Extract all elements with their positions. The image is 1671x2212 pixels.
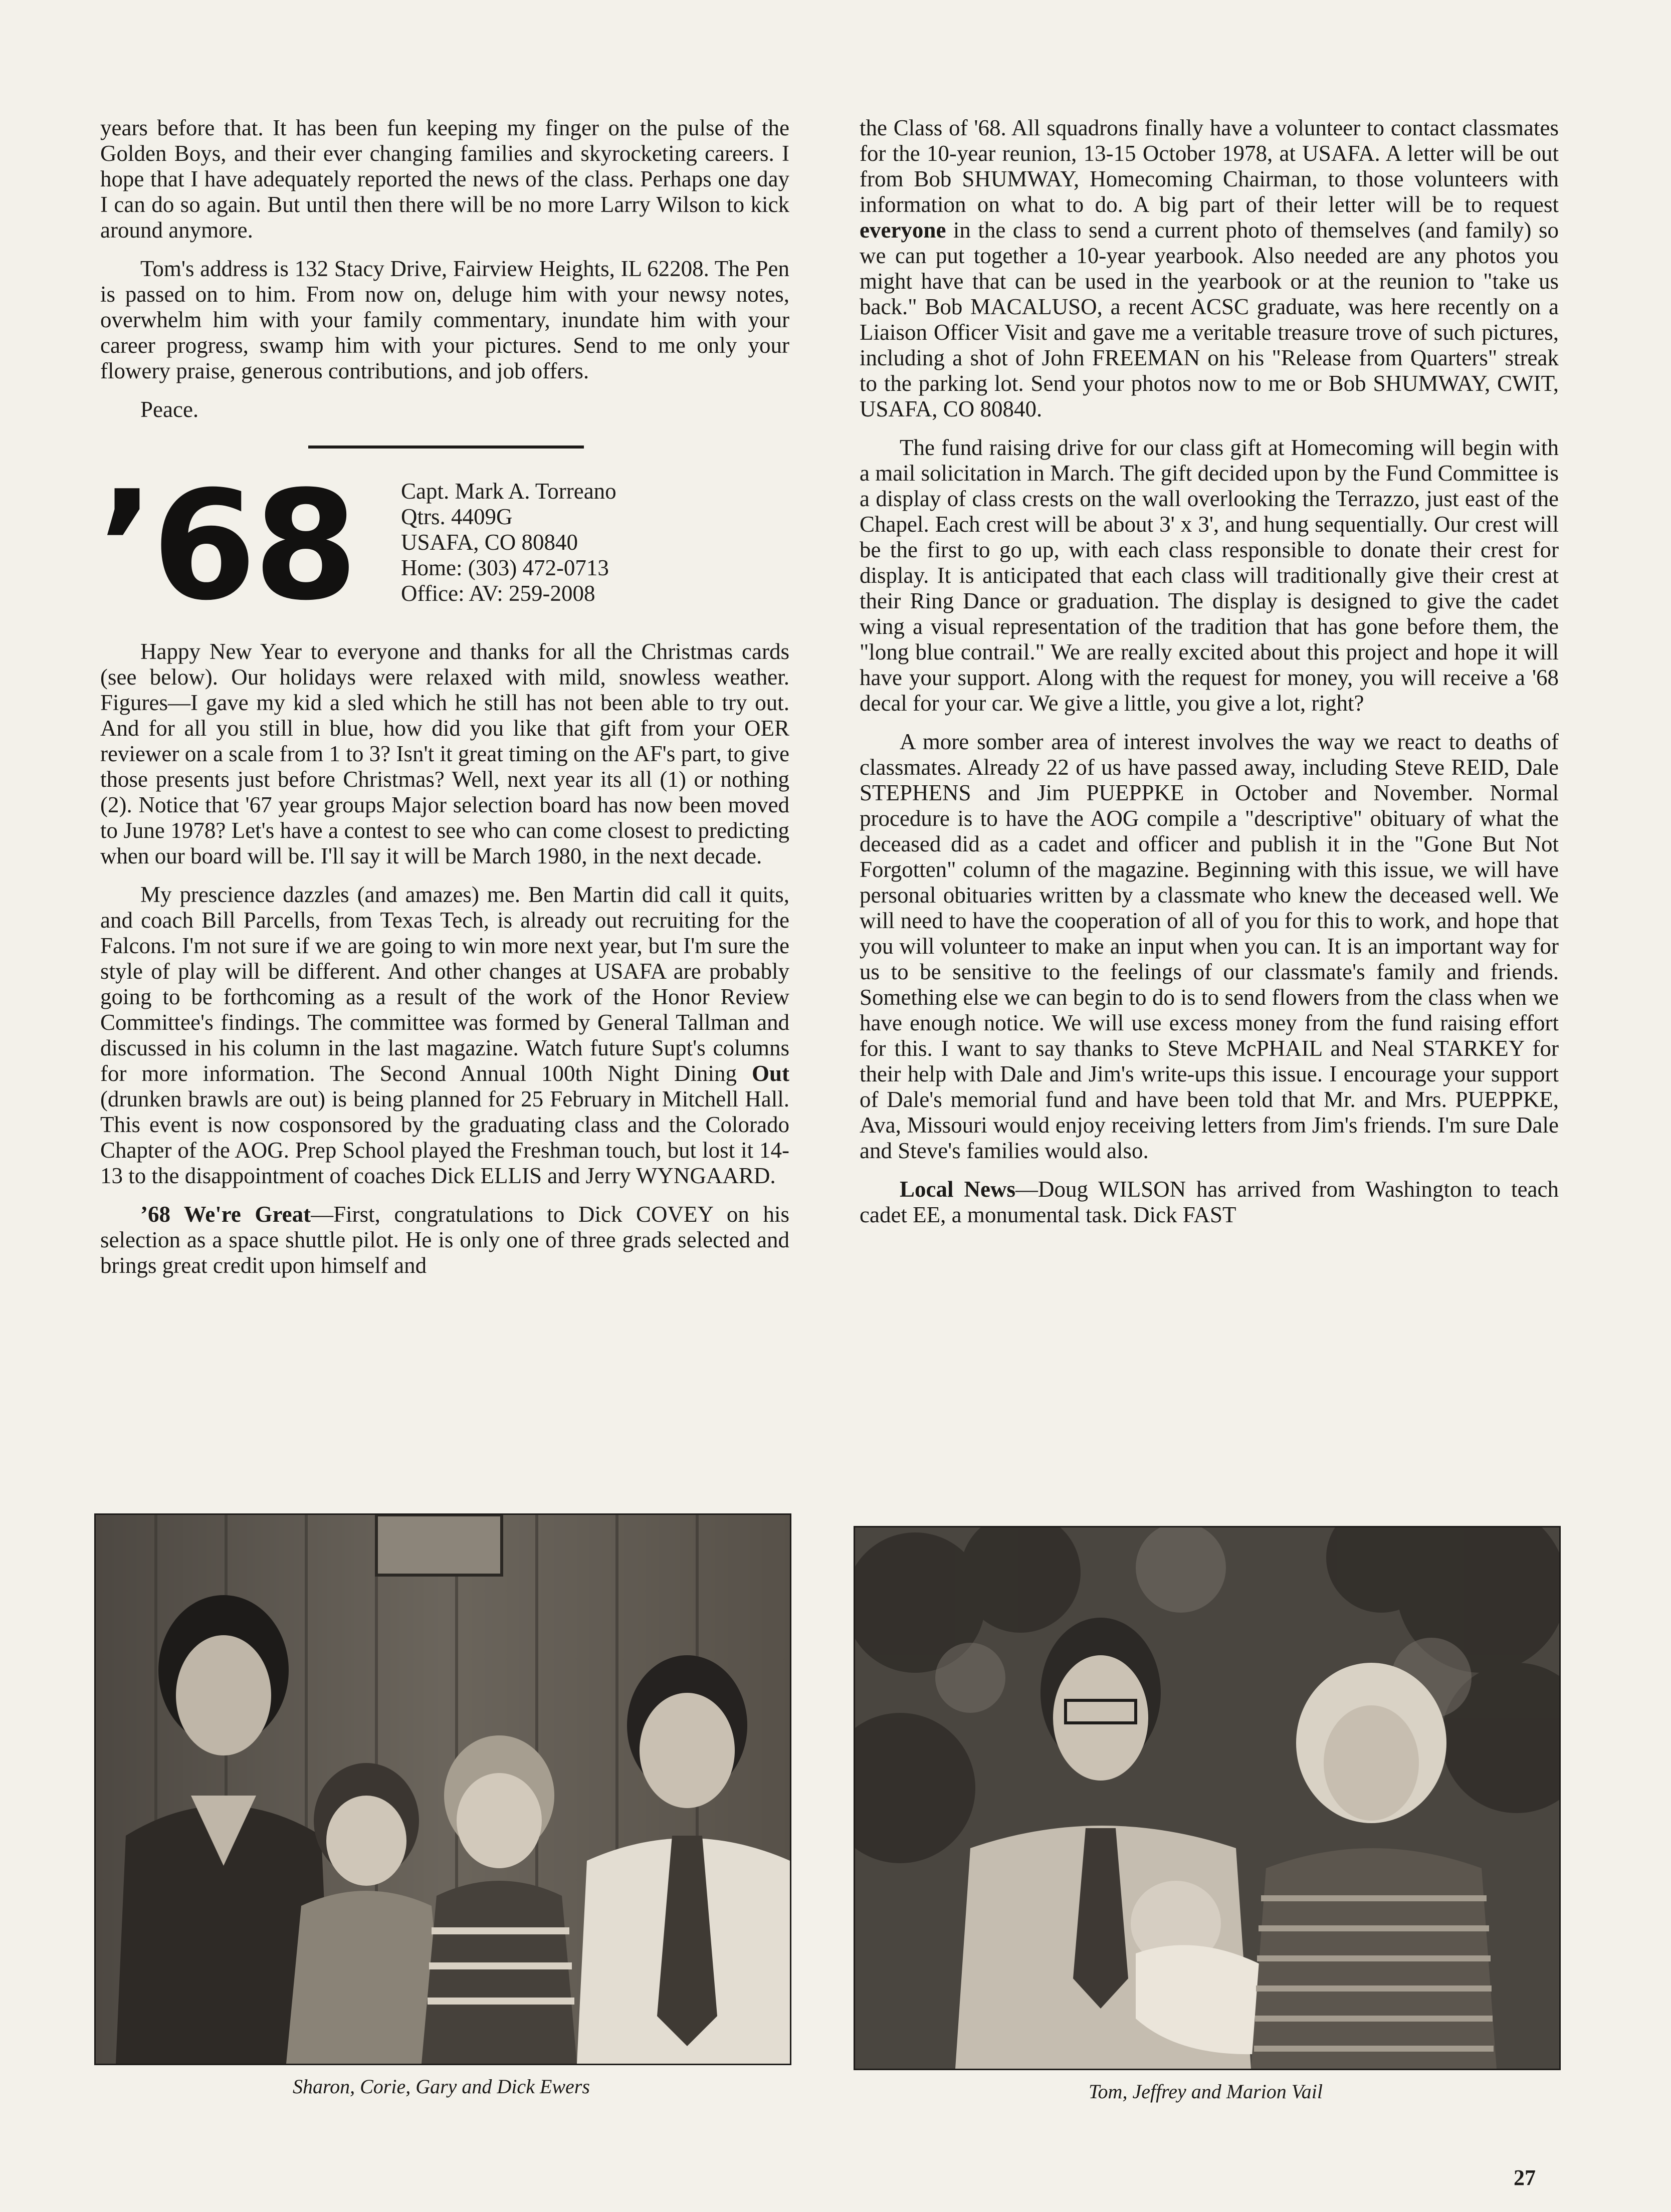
great-text: —First, congratulations to Dick COVEY on his selection as a space shuttle pilot. He is only one of three grads selected and brings great credit upon himself and — [100, 1202, 789, 1278]
prescience-text-b: (drunken brawls are out) is being planned for 25 February in Mitchell Hall. This event is now cosponsored by the graduating class and the Colorado Chapter of the AOG. Prep School played the Freshman touch, but lost it 14-13 to the disappointment of coaches Dick ELLIS and Jerry WYNGAARD. — [100, 1086, 789, 1188]
right-column — [860, 115, 1559, 1241]
class-header — [98, 459, 789, 634]
paragraph-reunion — [860, 115, 1559, 422]
class-number: ’68 — [98, 459, 355, 633]
address-line-name: Capt. Mark A. Torreano — [401, 479, 616, 504]
local-news-heading: Local News — [900, 1177, 1015, 1202]
class-scribe-address — [401, 479, 616, 606]
family-photo-illustration — [855, 1527, 1559, 2069]
address-line-city: USAFA, CO 80840 — [401, 530, 578, 555]
prescience-text-a: My prescience dazzles (and amazes) me. Ben Martin did call it quits, and coach Bill Parcells, from Texas Tech, is already out recruiting for the Falcons. I'm not sure if we are going to win more next year, but I'm sure the style of play will be different. And other changes at USAFA are probably going to be forthcoming as a result of the work of the Honor Review Committee's findings. The committee was formed by General Tallman and discussed in his column in the last magazine. Watch future Supt's columns for more information. The Second Annual 100th Night Dining — [100, 882, 789, 1086]
intro-paragraph-1: years before that. It has been fun keeping my finger on the pulse of the Golden Boys, and their ever changing families and skyrocketing careers. I hope that I have adequately reported the news of the class. Perhaps one day I can do so again. But until then there will be no more Larry Wilson to kick around anymore. — [100, 115, 789, 243]
left-column — [100, 115, 789, 1291]
paragraph-prescience — [100, 882, 789, 1189]
paragraph-local-news — [860, 1177, 1559, 1228]
paragraph-great — [100, 1202, 789, 1278]
paragraph-somber: A more somber area of interest involves the way we react to deaths of classmates. Already 22 of us have passed away, including Steve REID, Dale STEPHENS and Jim PUEPPKE in October and November. Normal procedure is to have the AOG compile a "descriptive" obituary of what the deceased did as a cadet and officer and publish it in the "Gone But Not Forgotten" column of the magazine. Beginning with this issue, we will have personal obituaries written by a classmate who knew the deceased well. We will need to have the cooperation of all of you for this to work, and hope that you will volunteer to make an input when you can. It is an important way for us to be sensitive to the feelings of our classmate's family and friends. Something else we can begin to do is to send flowers from the class when we have enough notice. We will use excess money from the fund raising effort for this. I want to say thanks to Steve McPHAIL and Neal STARKEY for their help with Dale and Jim's write-ups this issue. I encourage your support of Dale's memorial fund and have been told that Mr. and Mrs. PUEPPKE, Ava, Missouri would enjoy receiving letters from Jim's friends. I'm sure Dale and Steve's families would also. — [860, 729, 1559, 1163]
address-line-home-phone: Home: (303) 472-0713 — [401, 555, 609, 580]
address-line-office-phone: Office: AV: 259-2008 — [401, 581, 595, 606]
photo-vail-family — [854, 1526, 1561, 2070]
reunion-text-a: the Class of '68. All squadrons finally have a volunteer to contact classmates for the 10-year reunion, 13-15 October 1978, at USAFA. A letter will be out from Bob SHUMWAY, Homecoming Chairman, to those volunteers with information on what to do. A big part of their letter will be to request — [860, 115, 1559, 217]
intro-paragraph-2: Tom's address is 132 Stacy Drive, Fairview Heights, IL 62208. The Pen is passed on to him. From now on, deluge him with your newsy notes, overwhelm him with your family commentary, inundate him with your career progress, swamp him with your pictures. Send to me only your flowery praise, generous contributions, and job offers. — [100, 256, 789, 383]
photo-ewers-family — [94, 1513, 791, 2065]
local-news-text: —Doug WILSON has arrived from Washington to teach cadet EE, a monumental task. Dick FAST — [860, 1177, 1559, 1227]
reunion-text-b: in the class to send a current photo of themselves (and family) so we can put together a 10-year yearbook. Also needed are any photos you might have that can be used in the yearbook or at the reunion to "take us back." Bob MACALUSO, a recent ACSC graduate, was here recently on a Liaison Officer Visit and gave me a veritable treasure trove of such pictures, including a shot of John FREEMAN on his "Release from Quarters" streak to the parking lot. Send your photos now to me or Bob SHUMWAY, CWIT, USAFA, CO 80840. — [860, 217, 1559, 421]
prescience-bold: Out — [751, 1061, 789, 1086]
reunion-bold: everyone — [860, 217, 946, 243]
page-number: 27 — [1514, 2165, 1536, 2190]
paragraph-fund: The fund raising drive for our class gift at Homecoming will begin with a mail solicitation in March. The gift decided upon by the Fund Committee is a display of class crests on the wall overlooking the Terrazzo, just east of the Chapel. Each crest will be about 3' x 3', and hung sequentially. Our crest will be the first to go up, with each class responsible to donate their crest for display. It is anticipated that each class will traditionally give their crest at their Ring Dance or graduation. The display is designed to give the cadet wing a visual representation of the tradition that has gone before them, the "long blue contrail." We are really excited about this project and hope it will have your support. Along with the request for money, you will receive a '68 decal for your car. We give a little, you give a lot, right? — [860, 435, 1559, 716]
paragraph-new-year: Happy New Year to everyone and thanks for all the Christmas cards (see below). Our holidays were relaxed with mild, snowless weather. Figures—I gave my kid a sled which he still has not been able to try out. And for all you still in blue, how did you like that gift from your OER reviewer on a scale from 1 to 3? Isn't it great timing on the AF's part, to give those presents just before Christmas? Well, next year its all (1) or nothing (2). Notice that '67 year groups Major selection board has now been moved to June 1978? Let's have a contest to see who can come closest to predicting when our board will be. I'll say it will be March 1980, in the next decade. — [100, 639, 789, 868]
address-line-quarters: Qtrs. 4409G — [401, 504, 513, 529]
great-heading: ’68 We're Great — [140, 1202, 311, 1227]
section-divider — [308, 446, 584, 449]
photo-caption-left: Sharon, Corie, Gary and Dick Ewers — [293, 2075, 590, 2098]
family-photo-illustration — [96, 1515, 790, 2064]
signoff: Peace. — [140, 397, 199, 422]
photo-caption-right: Tom, Jeffrey and Marion Vail — [1088, 2080, 1323, 2103]
